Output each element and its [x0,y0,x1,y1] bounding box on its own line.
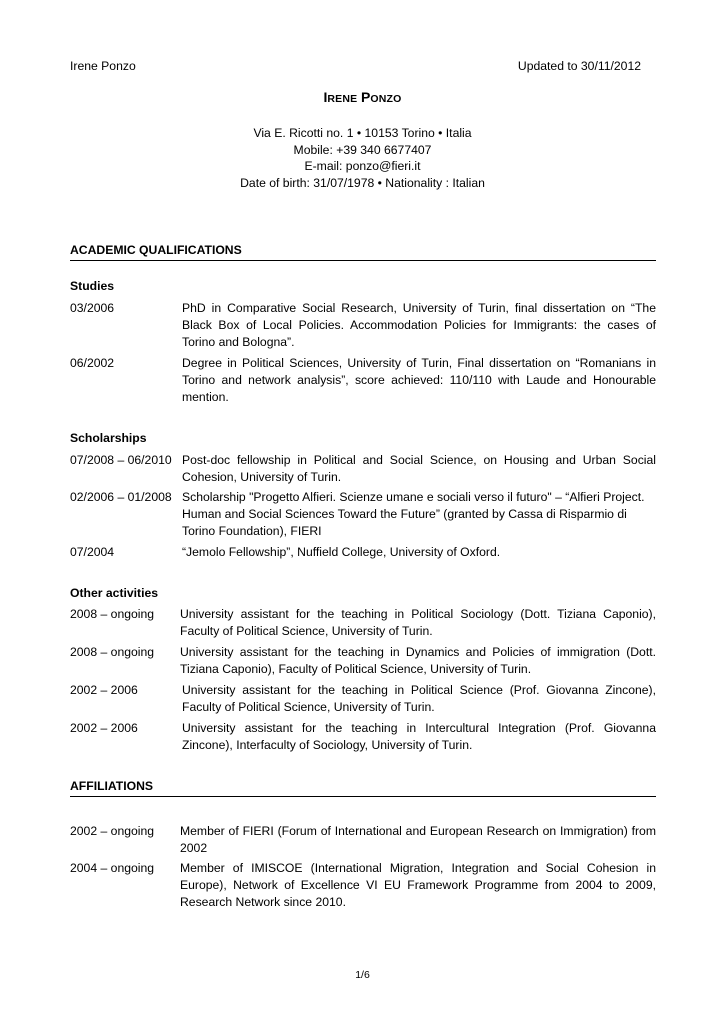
activities-heading: Other activities [70,586,159,600]
header-updated: Updated to 30/11/2012 [517,59,641,73]
item-date: 06/2002 [70,356,115,370]
item-date: 02/2006 – 01/2008 [70,490,172,504]
scholarships-heading: Scholarships [70,431,147,445]
list-item [70,860,656,911]
contact-email: E-mail: ponzo@fieri.it [304,159,421,173]
item-date: 07/2004 [70,545,115,559]
first-initial: I [323,89,328,105]
list-item [70,355,656,406]
cv-title [0,89,725,105]
list-item [70,644,656,678]
item-text: Scholarship "Progetto Alfieri. Scienze umane e sociali verso il futuro" – “Alfieri Project. Human and Social Sciences Toward the Future” (granted by Cassa di Risparmio di Torino Foundation), FIERI [182,490,645,538]
item-text: PhD in Comparative Social Research, University of Turin, final dissertation on “The Black Box of Local Policies. Accommodation Policies for Immigrants: the cases of Torino and Bologna”. [182,301,656,349]
item-text: Post-doc fellowship in Political and Social Science, on Housing and Urban Social Cohesion, University of Turin. [182,453,656,484]
item-text: University assistant for the teaching in Political Sociology (Dott. Tiziana Caponio), Faculty of Political Science, University of Turin. [180,607,656,638]
item-date: 03/2006 [70,301,115,315]
contact-block [0,125,725,191]
section-affiliations: AFFILIATIONS [70,779,656,797]
list-item [70,823,656,857]
studies-heading: Studies [70,279,115,293]
contact-mobile: Mobile: +39 340 6677407 [293,142,432,157]
list-item [70,682,656,716]
last-initial: P [361,89,371,105]
item-text: Member of FIERI (Forum of International and European Research on Immigration) from 2002 [180,824,656,855]
item-text: University assistant for the teaching in Dynamics and Policies of immigration (Dott. Tiziana Caponio), Faculty of Political Science, University of Turin. [180,645,656,676]
item-date: 2002 – 2006 [70,683,138,697]
page-number: 1/6 [355,969,370,981]
item-text: University assistant for the teaching in Political Science (Prof. Giovanna Zincone), Faculty of Political Science, University of Turin. [182,683,656,714]
item-text: “Jemolo Fellowship”, Nuffield College, University of Oxford. [182,545,501,559]
item-date: 2002 – ongoing [70,824,155,838]
item-date: 2002 – 2006 [70,721,138,735]
list-item [70,452,656,486]
list-item [70,300,656,351]
item-text: University assistant for the teaching in Intercultural Integration (Prof. Giovanna Zincone), Interfaculty of Sociology, University of Turin. [182,721,656,752]
last-rest: ONZO [370,93,402,105]
list-item [70,606,656,640]
item-date: 2008 – ongoing [70,607,155,621]
list-item [70,489,656,540]
list-item [70,720,656,754]
header-name: Irene Ponzo [70,59,136,73]
item-text: Member of IMISCOE (International Migration, Integration and Social Cohesion in Europe), Network of Excellence VI EU Framework Programme from 2004 to 2009, Research Network since 2010. [180,861,656,909]
section-academic: ACADEMIC QUALIFICATIONS [70,243,656,261]
first-rest: RENE [327,93,358,105]
list-item [70,544,656,561]
contact-address: Via E. Ricotti no. 1 • 10153 Torino • Italia [253,126,472,140]
item-date: 2004 – ongoing [70,861,155,875]
contact-birth: Date of birth: 31/07/1978 • Nationality : Italian [240,175,485,190]
item-date: 07/2008 – 06/2010 [70,453,172,467]
item-text: Degree in Political Sciences, University of Turin, Final dissertation on “Romanians in Torino and network analysis”, score achieved: 110/110 with Laude and Honourable mention. [182,356,656,404]
item-date: 2008 – ongoing [70,645,155,659]
